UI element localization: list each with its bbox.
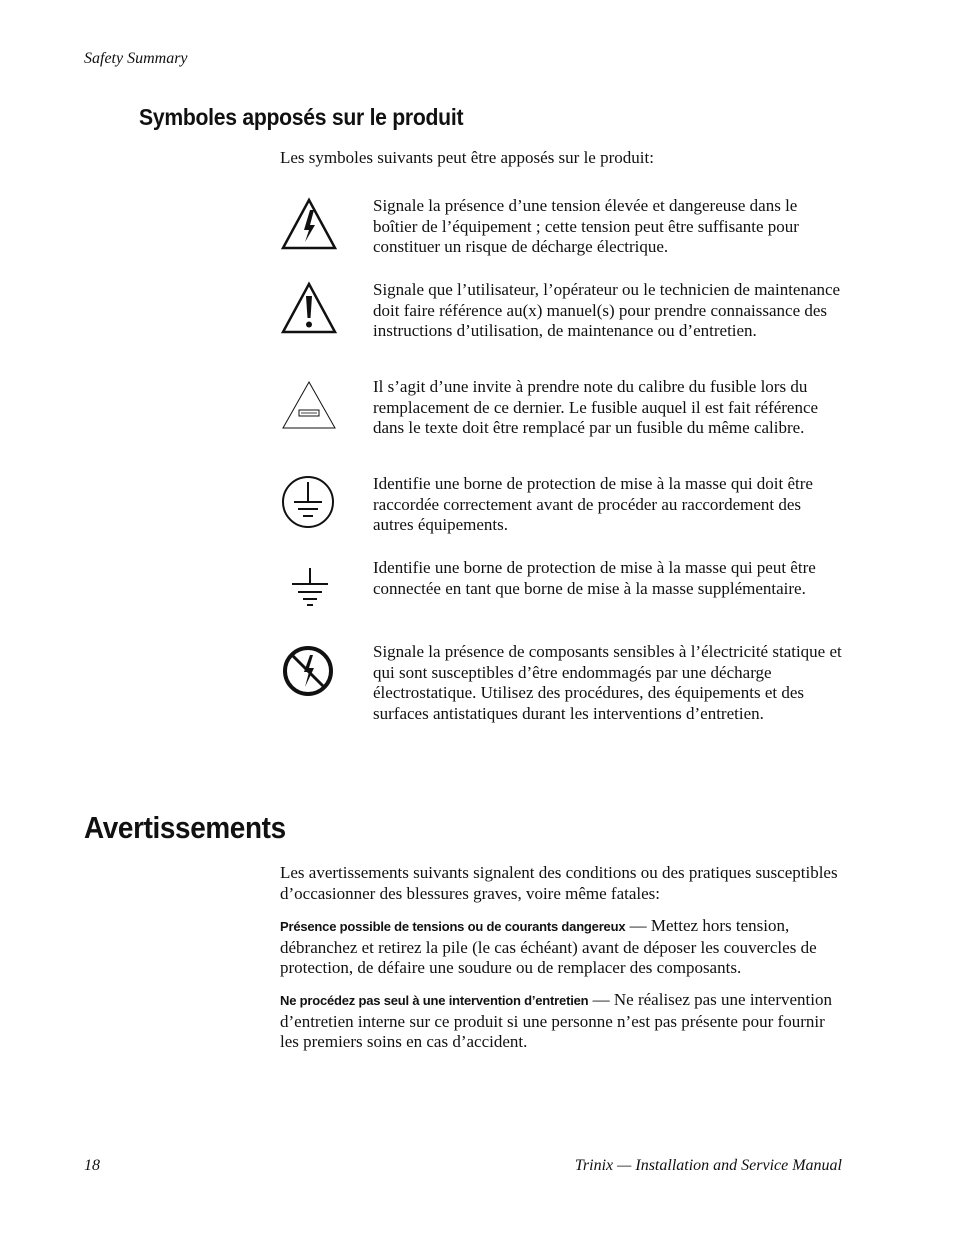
warning-text: — Mettez hors tension, débranchez et retirez la pile (le cas échéant) avant de déposer les couvercles de protection, de défaire une soudure ou de remplacer des composants. — [280, 916, 817, 977]
symbol-description-protective-earth: Identifie une borne de protection de mise à la masse qui doit être raccordée correctement avant de procéder au raccordement des autres équipements. — [373, 474, 813, 534]
ground-icon — [279, 562, 339, 622]
caution-exclamation-icon — [279, 280, 339, 340]
symbol-description-caution: Signale que l’utilisateur, l’opérateur ou le technicien de maintenance doit faire référence au(x) manuel(s) pour prendre connaissance des instructions d’utilisation, de maintenance ou d’entretien. — [373, 280, 841, 340]
warning-text: — Ne réalisez pas une intervention d’entretien interne sur ce produit si une personne n’est pas présente pour fournir les premiers soins en cas d’accident. — [280, 990, 832, 1051]
fuse-warning-icon — [279, 376, 339, 436]
symbol-description-esd: Signale la présence de composants sensibles à l’électricité statique et qui sont susceptibles d’être endommagés par une décharge électrostatique. Utilisez des procédures, des équipements et des surfaces antistatiques durant les interventions d’entretien. — [373, 642, 842, 723]
symbol-description-fuse: Il s’agit d’une invite à prendre note du calibre du fusible lors du remplacement de ce dernier. Le fusible auquel il est fait référence dans le texte doit être remplacé par un fusible du même calibre. — [373, 377, 819, 437]
symbol-description-high-voltage: Signale la présence d’une tension élevée et dangereuse dans le boîtier de l’équipement ; cette tension peut être suffisante pour constituer un risque de décharge électrique. — [373, 196, 799, 256]
manual-title: Trinix — Installation and Service Manual — [574, 1157, 842, 1174]
running-head: Safety Summary — [84, 50, 188, 67]
warning-item — [280, 916, 846, 979]
protective-earth-icon — [279, 472, 339, 532]
symbol-description-ground: Identifie une borne de protection de mise à la masse qui peut être connectée en tant que borne de mise à la masse supplémentaire. — [373, 558, 816, 598]
warning-item — [280, 990, 846, 1053]
warnings-intro: Les avertissements suivants signalent des conditions ou des pratiques susceptibles d’occasionner des blessures graves, voire même fatales: — [280, 863, 838, 903]
symbols-intro: Les symboles suivants peut être apposés sur le produit: — [280, 148, 654, 167]
warning-lead: Ne procédez pas seul à une intervention d’entretien — [280, 993, 589, 1008]
high-voltage-warning-icon — [279, 196, 339, 256]
esd-sensitive-icon — [279, 643, 339, 703]
symbols-section-heading: Symboles apposés sur le produit — [139, 104, 464, 130]
warning-lead: Présence possible de tensions ou de courants dangereux — [280, 919, 626, 934]
page-number: 18 — [84, 1157, 100, 1174]
warnings-section-heading: Avertissements — [84, 810, 286, 845]
